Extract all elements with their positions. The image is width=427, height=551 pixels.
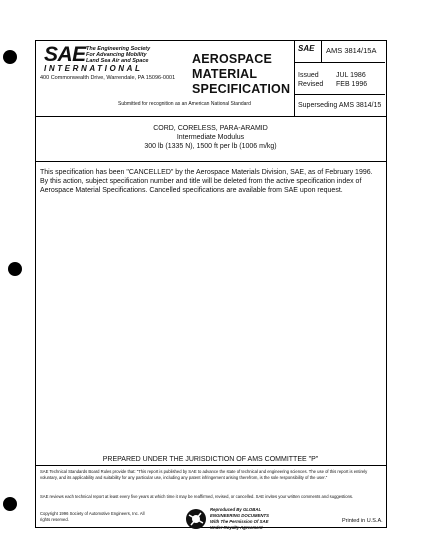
cancellation-notice: This specification has been "CANCELLED" by the Aerospace Materials Division, SAE, as of February 1996. By this action, subject specification number and title will be deleted from the active specification index of Aerospace Material Specifications. Cancelled specifications are available from SAE upon request.: [40, 169, 373, 194]
sae-small-logo: SAE: [298, 44, 315, 53]
revised-date: FEB 1996: [336, 81, 368, 88]
header-divider-right-bottom: [294, 94, 385, 95]
issued-date: JUL 1986: [336, 72, 366, 79]
review-statement: SAE reviews each technical report at least every five years at which time it may be reaffirmed, revised, or cancelled. SAE invites your written comments and suggestions.: [40, 494, 354, 499]
title-line-3: 300 lb (1335 N), 1500 ft per lb (1006 m/kg): [144, 143, 277, 150]
title-line-2: Intermediate Modulus: [176, 134, 245, 141]
policy-statement: SAE Technical Standards Board Rules provide that: "This report is published by SAE to advance the state of technical and engineering sciences. The use of this report is entirely voluntary, and its applicability and suitability for any particular use, including any patent infringement arising therefrom, is the sole responsibility of the user.": [40, 469, 368, 480]
header-bottom-rule: [35, 116, 386, 117]
printed-in-usa: Printed in U.S.A.: [342, 518, 383, 524]
small-logo-divider: [321, 40, 322, 62]
ansi-submission-note: Submitted for recognition as an American National Standard: [118, 101, 251, 107]
superseding-note: Superseding AMS 3814/15: [298, 102, 382, 109]
binder-hole-bottom: [3, 497, 17, 511]
header-divider-right-top: [294, 62, 385, 63]
sae-logo: SAE: [44, 43, 86, 66]
binder-hole-top: [3, 50, 17, 64]
title-line-1: CORD, CORELESS, PARA-ARAMID: [153, 125, 268, 132]
document-number: AMS 3814/15A: [326, 46, 377, 55]
international-wordmark: INTERNATIONAL: [44, 64, 143, 73]
document-type-title: [192, 52, 290, 97]
prepared-by-committee: PREPARED UNDER THE JURISDICTION OF AMS COMMITTEE "P": [102, 456, 319, 463]
reproduced-notice: [210, 507, 290, 531]
doc-type-line-1: AEROSPACE: [192, 52, 273, 66]
reproduced-line-2: ENGINEERING DOCUMENTS: [210, 513, 269, 518]
tagline-line-3: Land Sea Air and Space: [86, 58, 149, 64]
sae-address: 400 Commonwealth Drive, Warrendale, PA 15096-0001: [40, 75, 176, 81]
header-divider-vertical: [294, 40, 295, 116]
global-engineering-logo: [183, 506, 209, 532]
copyright-notice: Copyright 1996 Society of Automotive Engineers, Inc. All rights reserved.: [40, 511, 145, 522]
document-title: [35, 124, 386, 151]
title-bottom-rule: [35, 161, 386, 162]
doc-type-line-3: SPECIFICATION: [192, 82, 291, 96]
doc-type-line-2: MATERIAL: [192, 67, 258, 81]
footer-top-rule: [35, 465, 386, 466]
reproduced-line-4: Under Royalty Agreement: [210, 525, 263, 530]
issued-label: Issued: [298, 72, 319, 79]
reproduced-line-1: Reproduced By GLOBAL: [210, 507, 262, 512]
tagline-line-1: The Engineering Society: [86, 46, 151, 52]
reproduced-line-3: With The Permission Of SAE: [210, 519, 269, 524]
logo-tagline: [86, 46, 156, 64]
revised-label: Revised: [298, 81, 324, 88]
binder-hole-middle: [8, 262, 22, 276]
tagline-line-2: For Advancing Mobility: [86, 52, 147, 58]
